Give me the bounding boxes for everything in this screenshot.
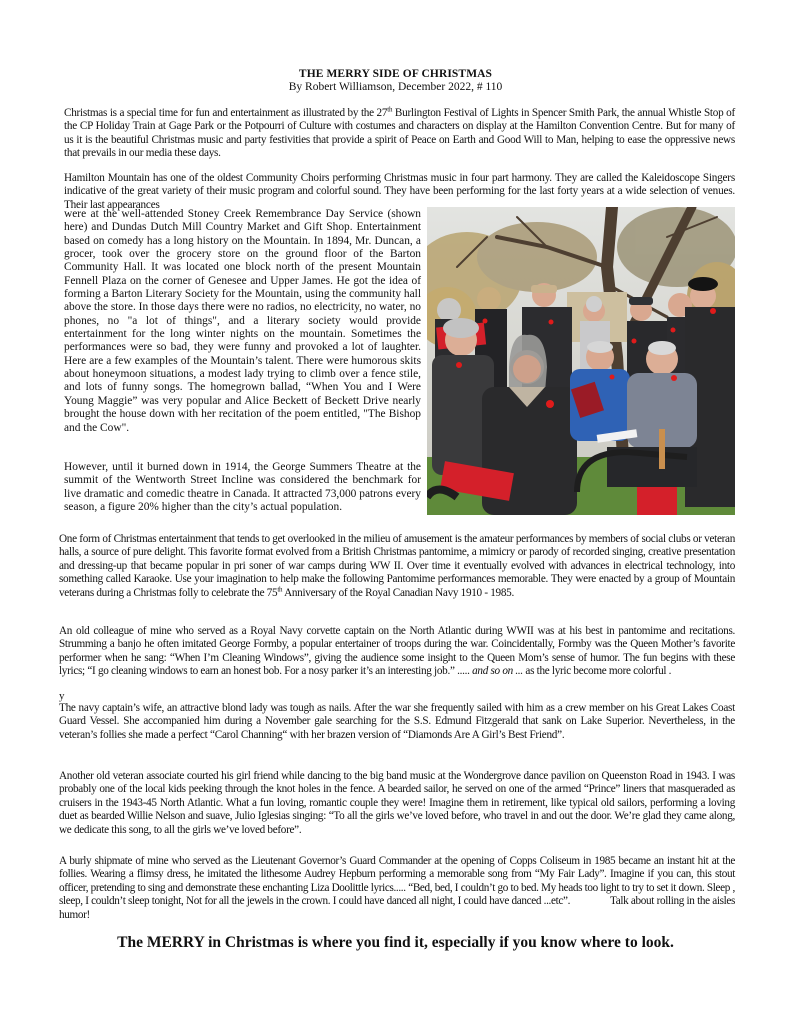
text: A burly shipmate of mine who served as the Lieutenant Governor’s Guard Commander at the opening of Copps Coliseum in 1985 became an instant hit at the follies. Wearing a flimsy dress, he imitated the lithesome Audrey Hepburn performing a memorable song from “My Fair Lady”. Imagine if you can, this stout officer, pretending to sing and demonstrate these enchanting Liza Doolittle lyrics..... “Bed, bed, I couldn’t go to bed. My heads too light to try to set it down. Sleep , sleep, I couldn’t sleep tonight, Not for all the jewels in the crown. I could have danced all night, I could have danced ...etc”. (59, 855, 735, 908)
photo-red-bag (637, 487, 677, 515)
stray-character: y (59, 690, 65, 702)
text: One form of Christmas entertainment that tends to get overlooked in the milieu of amusement is the amateur performances by members of social clubs or veteran halls, a source of pure delight. This favorite format evolved from a British Christmas pantomime, a mimicry or parody of recorded singing, creative presentation and dressing-up that became popular in pri soner of war camps during WW II. Over time it eventually evolved with advances in electrical technology, into something called Karaoke. Use your imagination to help make the following Pantomime performances memorable. They were enacted by a group of Mountain veterans during a Christmas folly to celebrate the 75 (59, 533, 735, 599)
text: Christmas is a special time for fun and entertainment as illustrated by the 27 (64, 107, 388, 119)
text: An old colleague of mine who served as a Royal Navy corvette captain on the North Atlantic during WWII was at his best in pantomime and recitations. Strumming a banjo he often imitated George Formby, a popular entertainer of troops during the war. Coincidentally, Formby was the Queen Mother’s favorite performer when he sang: “When I’m Cleaning Windows”, giving the audience some insight to the Queen Mom’s sense of humor. The fun begins with these lyrics; “I go cleaning windows to earn an honest bob. For a nosy parker it’s an interesting job.” ..... (59, 625, 735, 678)
superscript: th (387, 105, 393, 114)
closing-line: The MERRY in Christmas is where you find it, especially if you know where to look. (117, 934, 674, 951)
paragraph-wondergrove: Another old veteran associate courted his girl friend while dancing to the big band music at the Wondergrove dance pavilion on Queenston Road in 1943. I was probably one of the local kids peeking through the knot holes in the fence. A bearded sailor, he served on one of the armed “Prince” liners that masqueraded as cruisers in the 1943-45 North Atlantic. What a fun loving, romantic couple they were! Imagine them in retirement, like typical old sailors, performing a loving duet as bearded Willie Nelson and suave, Julio Iglesias singing: “To all the girls we’ve loved before, who travel in and out the door. We’re glad they came along, we dedicate this song, to all the girls we’ve loved before”. (59, 770, 735, 836)
paragraph-choir-column: were at the well-attended Stoney Creek Remembrance Day Service (shown here) and Dundas Dutch Mill Country Market and Gift Shop. Entertainment based on comedy has a long history on the Mountain. In 1894, Mr. Duncan, a grocer, took over the grocery store on the ground floor of the Barton Community Hall. It was located one block north of the present Mountain Fennell Plaza on the corner of Genesee and Upper James. He got the idea of forming a Barton Literary Society for the Mountain, using the community hall above the store. In those days there were no radios, no electricity, no water, no phones, no "a lot of things", and a literary society would provide entertainment for the long winter nights on the mountain. Sometimes the performances were so bad, they were funny and provoked a lot of laughter. Here are a few examples of the Mountain’s talent. There were humorous skits about honeymoon situations, a modest lady trying to climb over a fence stile, and lots of funny songs. The homegrown ballad, “When You and I Were Young Maggie” was very popular and Alice Beckett of Beckett Drive nearly brought the house down with her recitation of the poem entitled, "The Bishop and the Cow". (64, 208, 421, 434)
paragraph-pantomime (59, 533, 735, 600)
paragraph-theatre: However, until it burned down in 1914, the George Summers Theatre at the summit of the Wentworth Street Incline was considered the benchmark for live dramatic and comedic theatre in Canada. It attracted 73,000 patrons every season, a figure 20% higher than the city’s actual population. (64, 461, 421, 514)
text: Burlington Festival of Lights in Spencer Smith Park, the annual Whistle Stop of the CP Holiday Train at Gage Park or the Potpourri of Culture with costumes and characters on display at the Hamilton Convention Centre. But for many of us it is the beautiful Christmas music and party festivities that provide a spirit of Peace on Earth and Good Will to Man, helping to ease the oppressive news that prevails in our media these days. (64, 107, 735, 160)
choir-photo (427, 207, 735, 515)
paragraph-formby (59, 625, 735, 679)
text: Talk about rolling in the aisles humor! (59, 895, 736, 921)
paragraph-captains-wife: The navy captain’s wife, an attractive blond lady was tough as nails. After the war she frequently sailed with him as a crew member on his Great Lakes Coast Guard Vessel. She accompanied him during a November gale searching for the S.S. Edmund Fitzgerald that sank on Lake Superior. Nevertheless, in the veteran’s follies she made a perfect “Carol Channing“ with her brazen version of “Diamonds Are A Girl’s Best Friend”. (59, 702, 735, 741)
superscript: th (277, 584, 283, 593)
text: as the lyric become more colorful . (522, 665, 672, 678)
text: Anniversary of the Royal Canadian Navy 1910 - 1985. (282, 586, 514, 599)
paragraph-intro (64, 107, 735, 161)
italic-text: and so on ... (472, 665, 523, 678)
photo-cane (659, 429, 665, 469)
paragraph-shipmate (59, 855, 735, 922)
choir-photo-illustration (427, 207, 735, 515)
article-title: THE MERRY SIDE OF CHRISTMAS (298, 68, 493, 80)
paragraph-choir-lead: Hamilton Mountain has one of the oldest Community Choirs performing Christmas music in four part harmony. They are called the Kaleidoscope Singers indicative of the great variety of their music program and colorful sound. They have been performing for the last forty years at a wide selection of venues. Their last appearances (64, 172, 735, 211)
article-byline: By Robert Williamson, December 2022, # 110 (288, 81, 503, 93)
